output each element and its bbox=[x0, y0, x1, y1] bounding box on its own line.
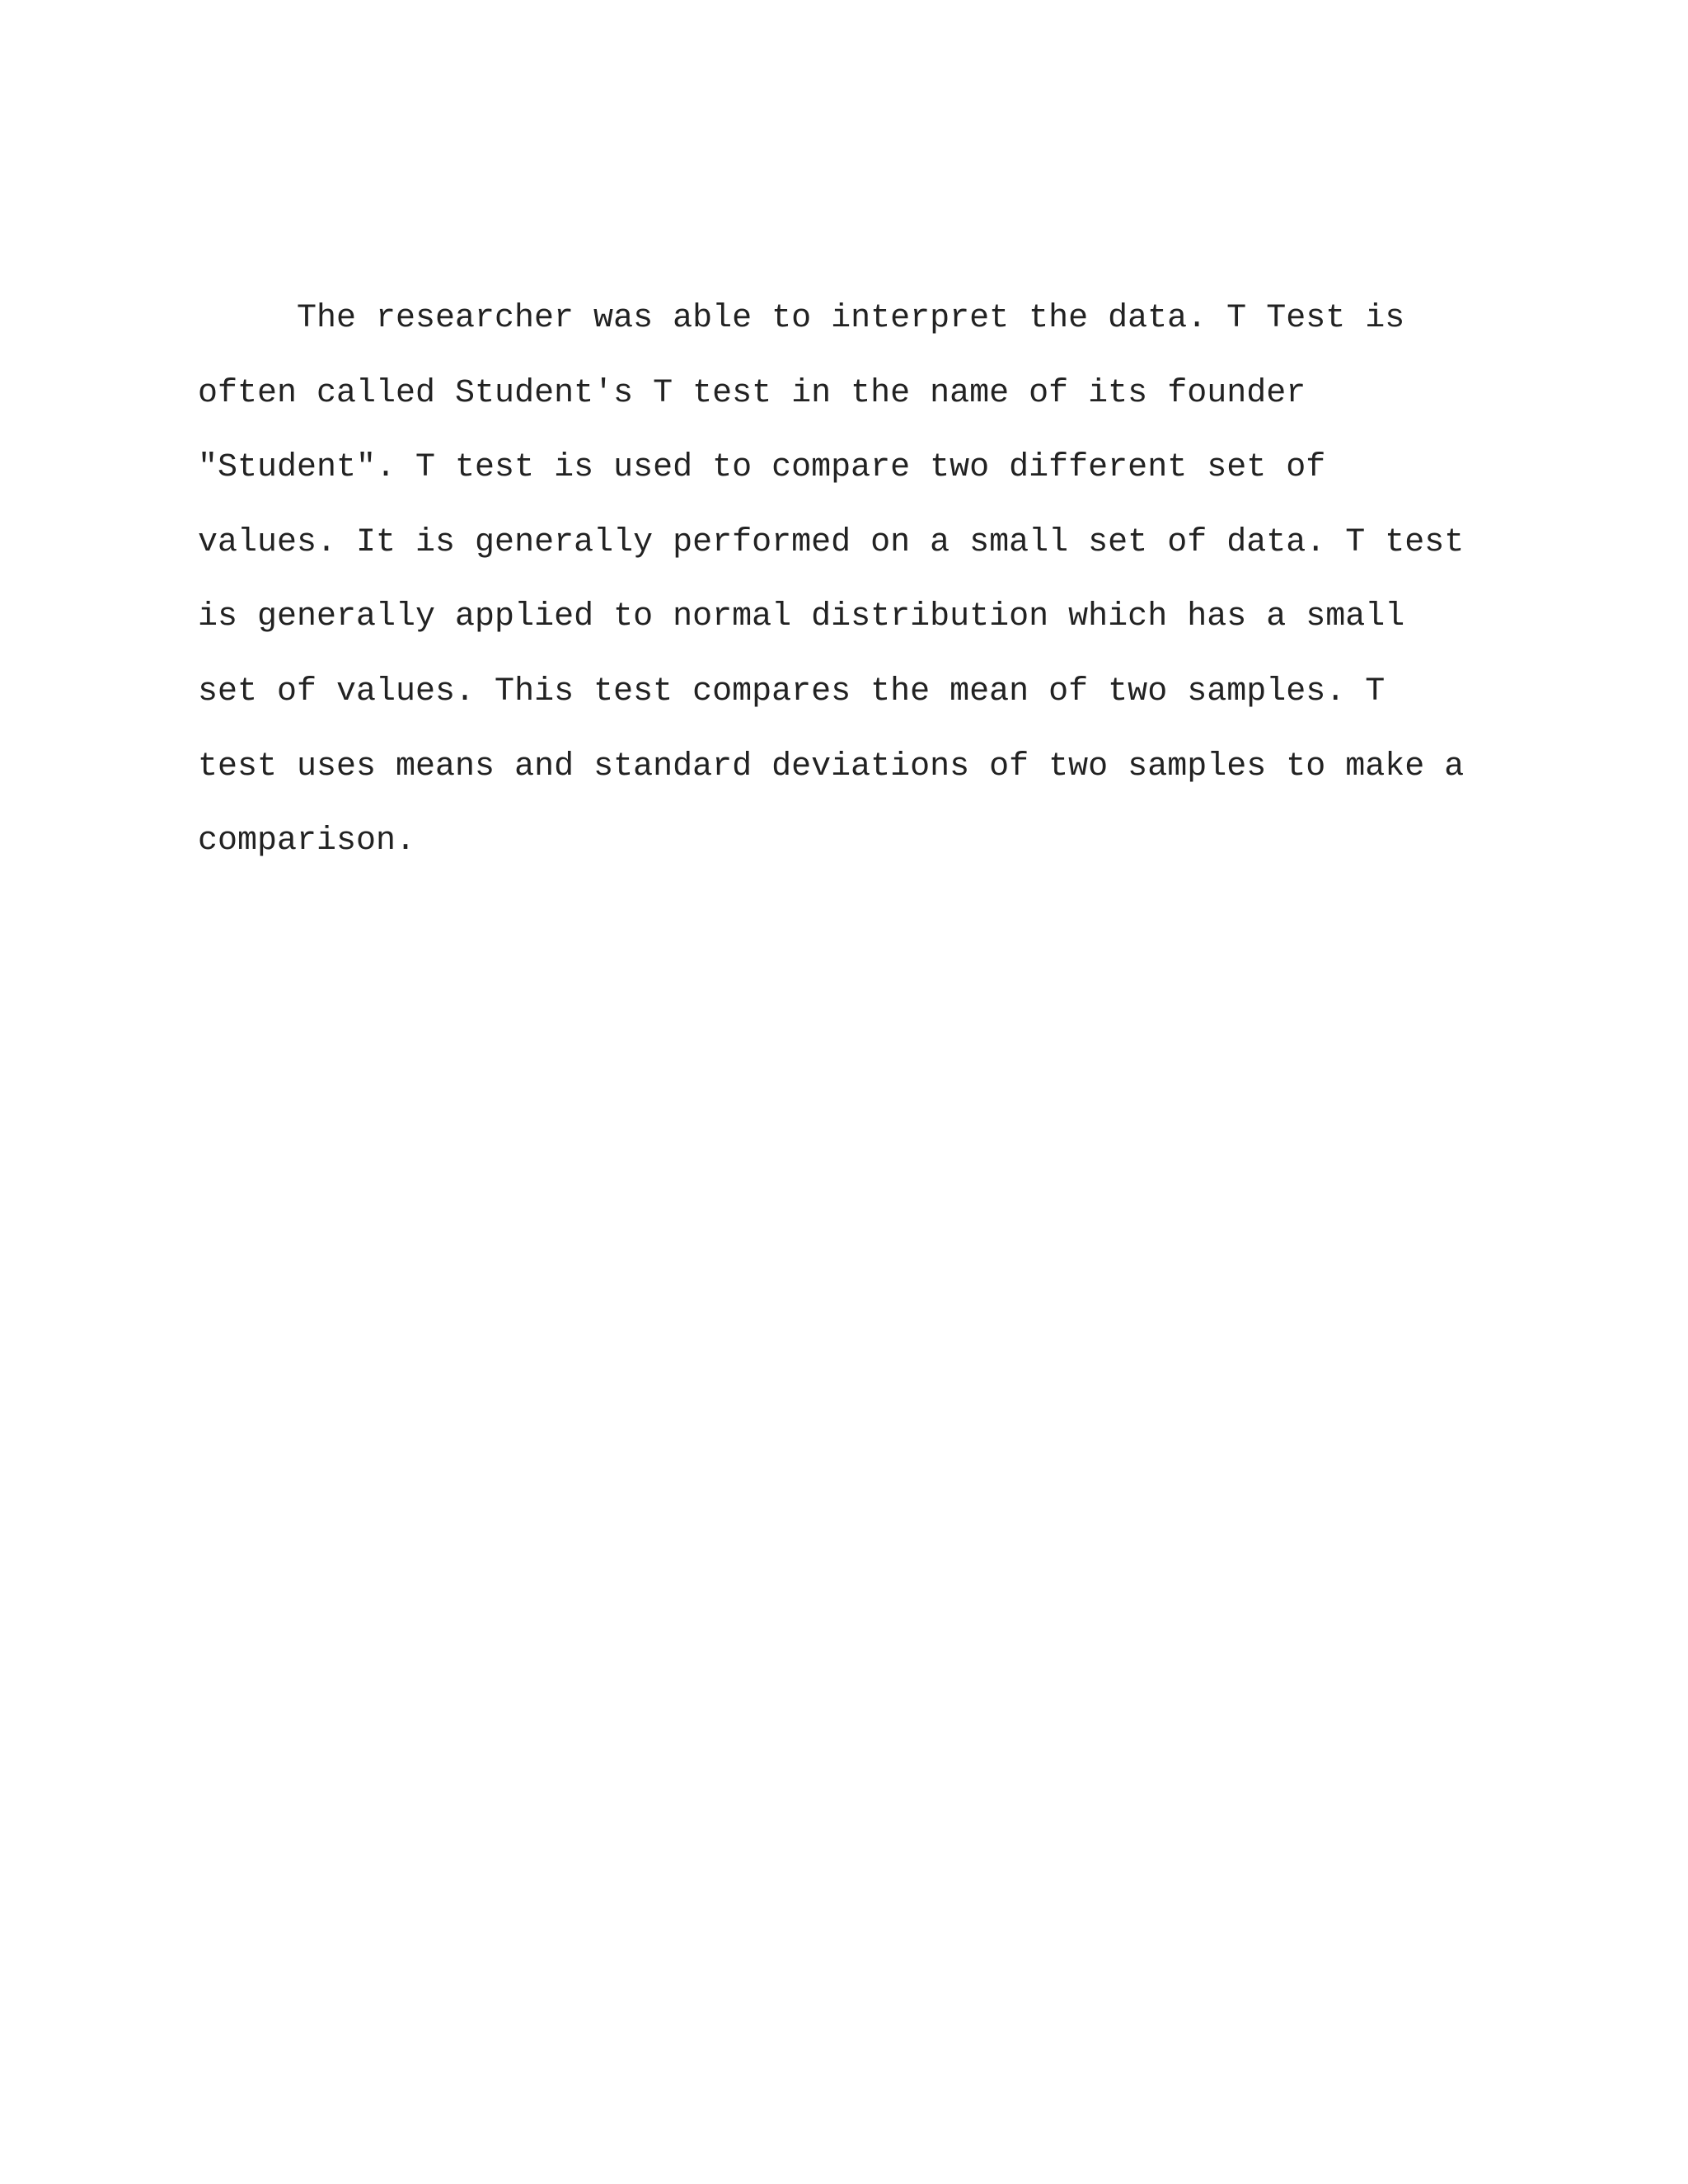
paragraph-line: is generally applied to normal distribution which has a small bbox=[198, 598, 1405, 636]
paragraph-line: set of values. This test compares the mean of two samples. T bbox=[198, 673, 1386, 710]
paragraph-line: "Student". T test is used to compare two different set of bbox=[198, 449, 1326, 487]
paragraph-line: test uses means and standard deviations of two samples to make a bbox=[198, 748, 1465, 785]
paragraph-line: comparison. bbox=[198, 823, 416, 860]
body-paragraph bbox=[198, 298, 1517, 896]
paragraph-line: values. It is generally performed on a small set of data. T test bbox=[198, 523, 1465, 561]
paragraph-line: The researcher was able to interpret the data. T Test is bbox=[297, 300, 1405, 337]
paragraph-line: often called Student's T test in the name of its founder bbox=[198, 374, 1306, 412]
